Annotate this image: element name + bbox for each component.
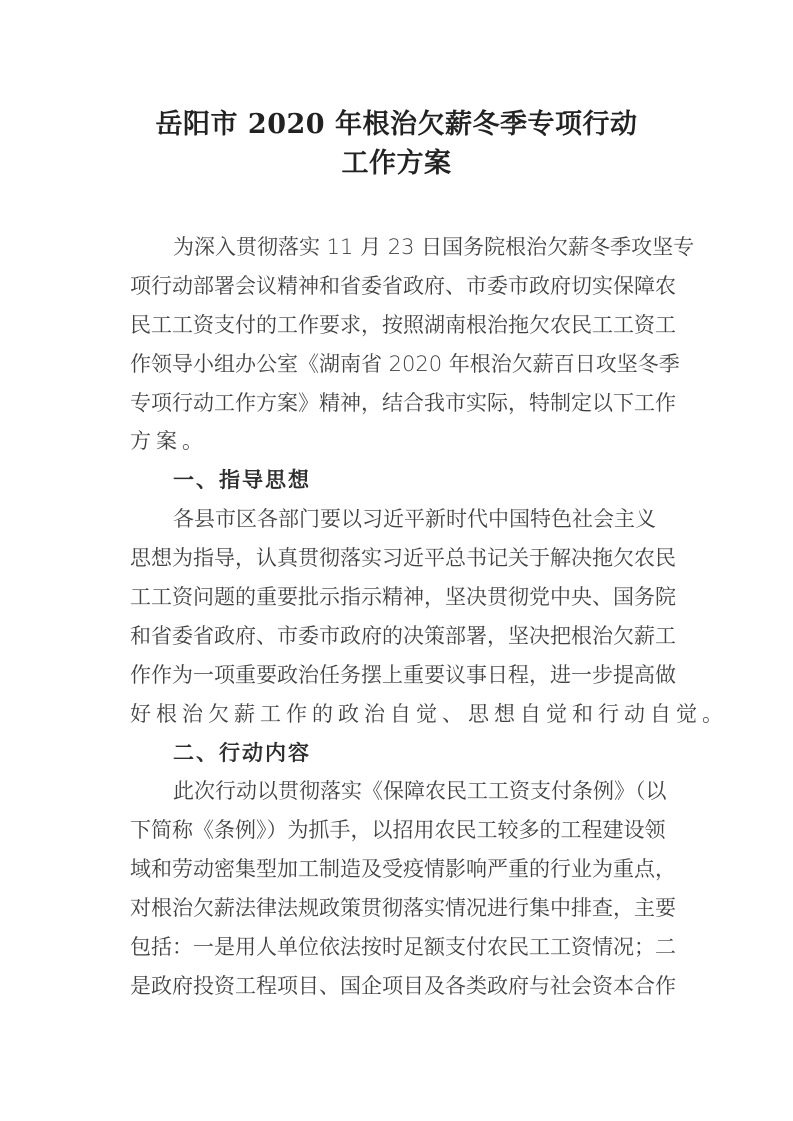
paragraph-line: 域和劳动密集型加工制造及受疫情影响严重的行业为重点， bbox=[130, 857, 676, 882]
paragraph-line: 专项行动工作方案》精神，结合我市实际，特制定以下工作 bbox=[130, 390, 676, 415]
paragraph-line: 包括：一是用人单位依法按时足额支付农民工工资情况；二 bbox=[130, 935, 676, 960]
section1-paragraph bbox=[130, 500, 728, 733]
paragraph-line: 对根治欠薪法律法规政策贯彻落实情况进行集中排查，主要 bbox=[130, 896, 676, 921]
paragraph-line: 思想为指导，认真贯彻落实习近平总书记关于解决拖欠农民 bbox=[130, 546, 676, 571]
paragraph-line: 方案。 bbox=[130, 429, 208, 454]
paragraph-line: 项行动部署会议精神和省委省政府、市委市政府切实保障农 bbox=[130, 273, 676, 298]
paragraph-line: 各县市区各部门要以习近平新时代中国特色社会主义 bbox=[173, 507, 656, 532]
paragraph-line: 好根治欠薪工作的政治自觉、思想自觉和行动自觉。 bbox=[130, 701, 728, 726]
document-title-line-1: 岳阳市 2020 年根治欠薪冬季专项行动 bbox=[155, 109, 638, 140]
paragraph-line: 和省委省政府、市委市政府的决策部署，坚决把根治欠薪工 bbox=[130, 623, 676, 648]
document-title-line-2: 工作方案 bbox=[341, 148, 452, 179]
paragraph-line: 作作为一项重要政治任务摆上重要议事日程，进一步提高做 bbox=[130, 662, 676, 687]
paragraph-line: 民工工资支付的工作要求，按照湖南根治拖欠农民工工资工 bbox=[130, 312, 676, 337]
document-body bbox=[130, 228, 728, 1006]
paragraph-line: 工工资问题的重要批示指示精神，坚决贯彻党中央、国务院 bbox=[130, 585, 676, 610]
paragraph-line: 下简称《条例》）为抓手，以招用农民工较多的工程建设领 bbox=[130, 818, 666, 843]
section2-paragraph bbox=[130, 772, 676, 1005]
paragraph-line: 此次行动以贯彻落实《保障农民工工资支付条例》（以 bbox=[173, 779, 667, 804]
paragraph-line: 为深入贯彻落实 11 月 23 日国务院根治欠薪冬季攻坚专 bbox=[173, 235, 695, 259]
intro-paragraph bbox=[130, 228, 695, 461]
section-heading-guiding-ideology: 一、指导思想 bbox=[173, 468, 311, 493]
paragraph-line: 作领导小组办公室《湖南省 2020 年根治欠薪百日攻坚冬季 bbox=[130, 351, 680, 376]
paragraph-line: 是政府投资工程项目、国企项目及各类政府与社会资本合作 bbox=[130, 973, 676, 998]
section-heading-action-content: 二、行动内容 bbox=[173, 740, 311, 765]
